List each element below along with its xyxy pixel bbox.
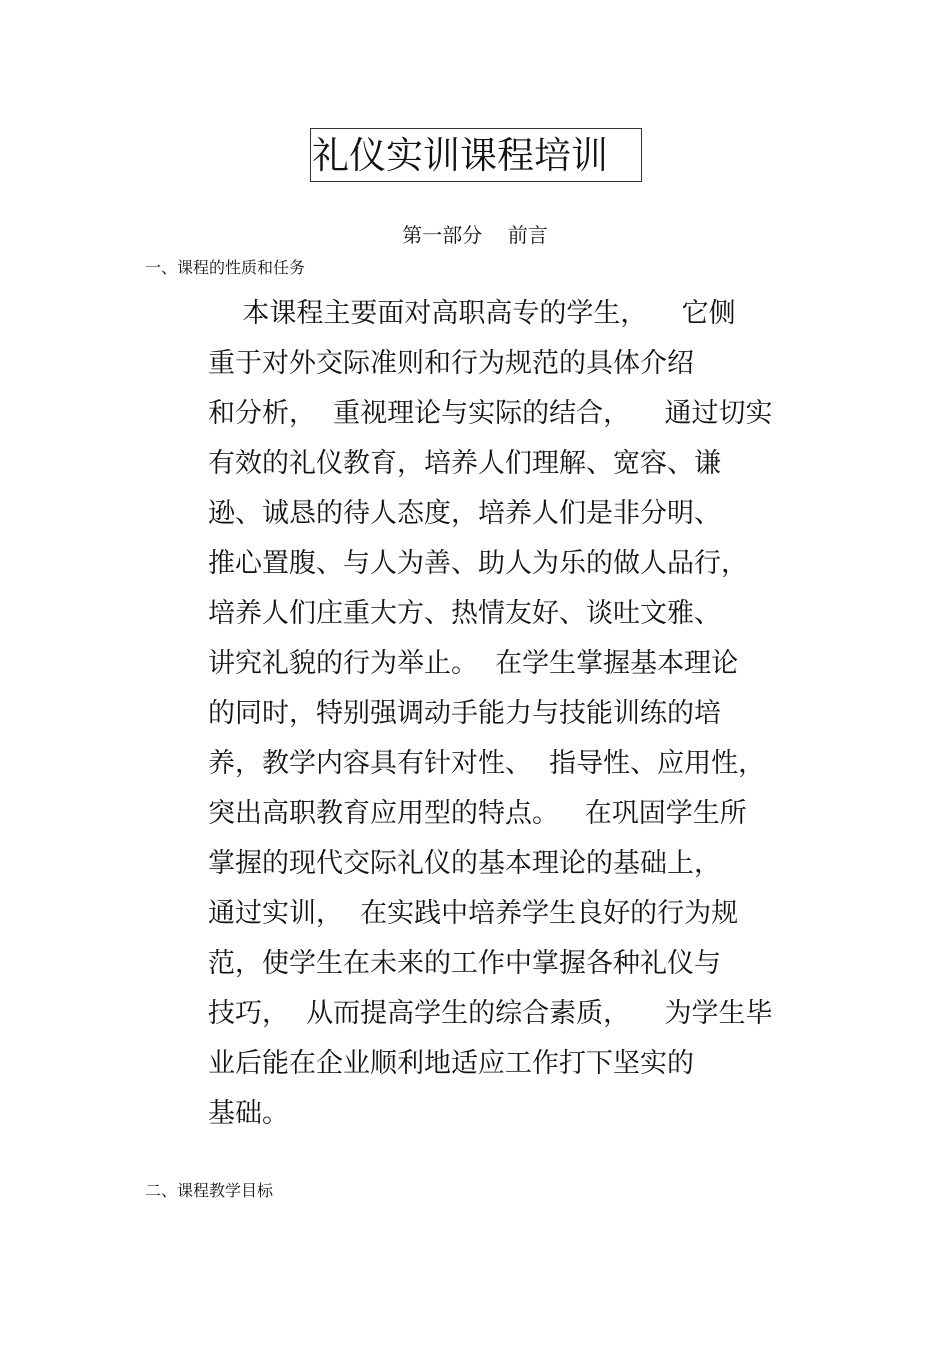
document-title: 礼仪实训课程培训 [312, 134, 608, 177]
paragraph-line: 的同时，特别强调动手能力与技能训练的培 [208, 698, 721, 729]
paragraph-line: 讲究礼貌的行为举止。 在学生掌握基本理论 [208, 648, 739, 679]
paragraph-line: 有效的礼仪教育，培养人们理解、宽容、谦 [208, 448, 721, 479]
paragraph-line: 基础。 [208, 1098, 289, 1129]
section-heading-2: 二、课程教学目标 [145, 1181, 274, 1200]
section-heading-1: 一、课程的性质和任务 [145, 258, 306, 277]
paragraph-line: 业后能在企业顺利地适应工作打下坚实的 [208, 1048, 694, 1079]
paragraph-line: 突出高职教育应用型的特点。 在巩固学生所 [208, 798, 747, 829]
paragraph-line: 通过实训， 在实践中培养学生良好的行为规 [208, 898, 739, 929]
part-heading: 第一部分 前言 [402, 223, 548, 247]
paragraph-line: 重于对外交际准则和行为规范的具体介绍 [208, 348, 694, 379]
paragraph-line: 本课程主要面对高职高专的学生， 它侧 [208, 298, 736, 329]
paragraph-line: 范，使学生在未来的工作中掌握各种礼仪与 [208, 948, 721, 979]
paragraph-line: 逊、诚恳的待人态度，培养人们是非分明、 [208, 498, 721, 529]
paragraph-line: 和分析， 重视理论与实际的结合， 通过切实 [208, 398, 773, 429]
paragraph-line: 技巧， 从而提高学生的综合素质， 为学生毕 [208, 998, 773, 1029]
paragraph-line: 培养人们庄重大方、热情友好、谈吐文雅、 [208, 598, 721, 629]
paragraph-line: 掌握的现代交际礼仪的基本理论的基础上， [208, 848, 721, 879]
paragraph-line: 养，教学内容具有针对性、 指导性、应用性， [208, 748, 766, 779]
paragraph-line: 推心置腹、与人为善、助人为乐的做人品行， [208, 548, 748, 579]
